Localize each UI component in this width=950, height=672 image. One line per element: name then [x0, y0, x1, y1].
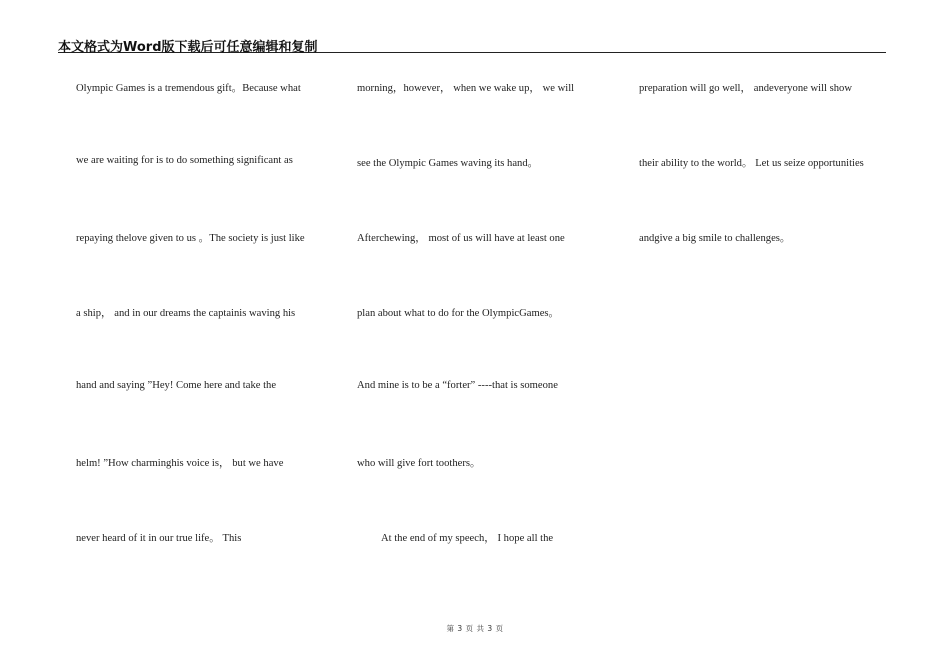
page-header: [58, 34, 886, 53]
text-line: helm! ”How charminghis voice is， but we have: [76, 458, 284, 469]
text-line: a ship， and in our dreams the captainis waving his: [76, 308, 296, 319]
text-line: who will give fort toothers。: [357, 458, 481, 469]
text-line: Olympic Games is a tremendous gift。Because what: [76, 83, 301, 94]
header-title: 本文格式为Word版下载后可任意编辑和复制: [58, 40, 318, 55]
text-line: hand and saying ”Hey! Come here and take the: [76, 380, 277, 391]
text-line: see the Olympic Games waving its hand。: [357, 158, 539, 169]
text-line: preparation will go well， andeveryone will show: [639, 83, 852, 94]
text-line: andgive a big smile to challenges。: [639, 233, 791, 244]
text-line: we are waiting for is to do something significant as: [76, 155, 293, 166]
page-number-footer: 第 3 页 共 3 页: [446, 624, 504, 633]
text-line: plan about what to do for the OlympicGames。: [357, 308, 560, 319]
text-line: their ability to the world。 Let us seize opportunities: [639, 158, 864, 169]
text-line: morning，however， when we wake up， we will: [357, 83, 575, 94]
text-line: repaying thelove given to us 。The society is just like: [76, 233, 305, 244]
text-line: never heard of it in our true life。 This: [76, 533, 242, 544]
paragraph-start-line: At the end of my speech， I hope all the: [381, 533, 554, 544]
text-line: Afterchewing， most of us will have at least one: [357, 233, 565, 244]
text-line: And mine is to be a “forter” ----that is someone: [357, 380, 558, 391]
